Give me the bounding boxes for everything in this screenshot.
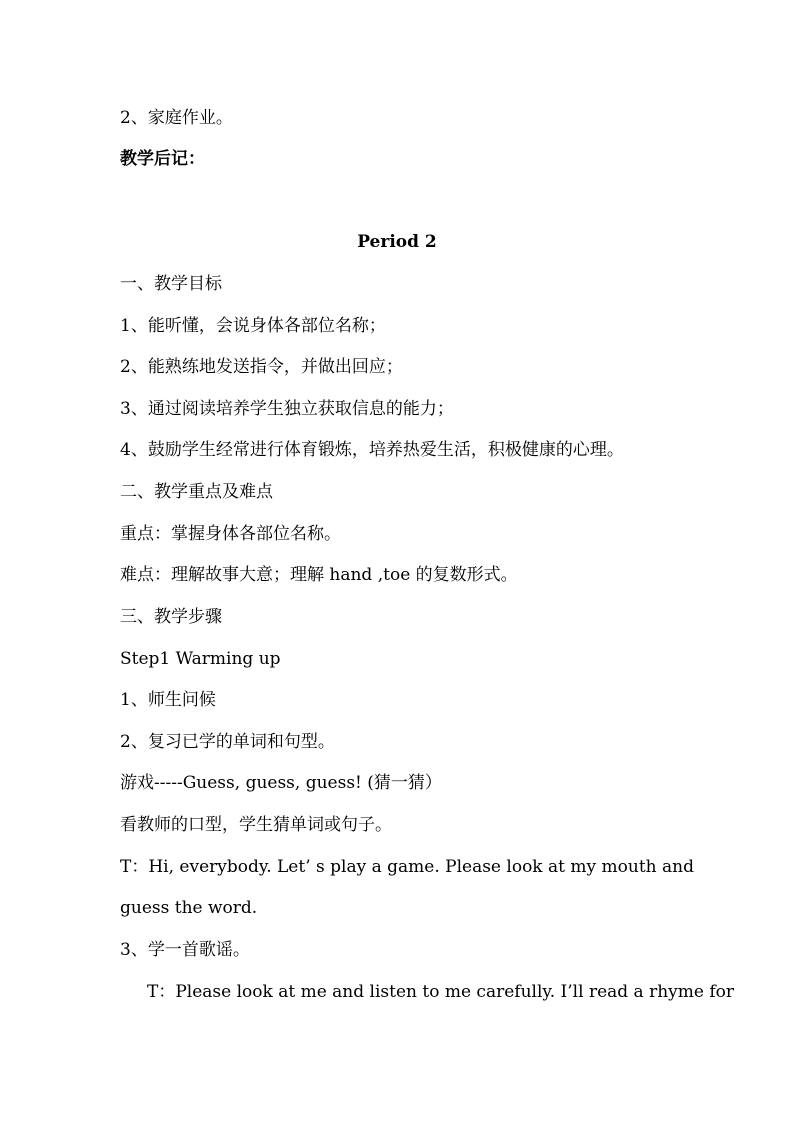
game-line: 游戏-----Guess, guess, guess! (猜一猜） (120, 773, 442, 793)
objective-item-2: 2、能熟练地发送指令，并做出回应； (120, 357, 403, 377)
section-heading-objectives: 一、教学目标 (120, 274, 222, 294)
teaching-notes-heading: 教学后记： (120, 149, 205, 169)
objective-item-3: 3、通过阅读培养学生独立获取信息的能力； (120, 399, 454, 419)
key-point: 重点：掌握身体各部位名称。 (120, 524, 341, 544)
section-heading-key-points: 二、教学重点及难点 (120, 482, 273, 502)
step-item-1: 1、师生问候 (120, 690, 216, 710)
objective-item-1: 1、能听懂，会说身体各部位名称； (120, 316, 386, 336)
section-heading-steps: 三、教学步骤 (120, 607, 222, 627)
objective-item-4: 4、鼓励学生经常进行体育锻炼，培养热爱生活，积极健康的心理。 (120, 440, 624, 460)
step-item-3: 3、学一首歌谣。 (120, 940, 250, 960)
step-heading: Step1 Warming up (120, 649, 281, 669)
teacher-line-2: T：Please look at me and listen to me carefully. I’ll read a rhyme for (147, 982, 735, 1002)
teacher-line-1: T：Hi, everybody. Let’ s play a game. Please look at my mouth and (120, 857, 694, 877)
game-description: 看教师的口型，学生猜单词或句子。 (120, 815, 392, 835)
difficult-point: 难点：理解故事大意；理解 hand ,toe 的复数形式。 (120, 565, 518, 585)
teacher-line-1-continued: guess the word. (120, 898, 258, 918)
homework-item: 2、家庭作业。 (120, 108, 233, 128)
period-title: Period 2 (357, 232, 437, 252)
step-item-2: 2、复习已学的单词和句型。 (120, 732, 335, 752)
